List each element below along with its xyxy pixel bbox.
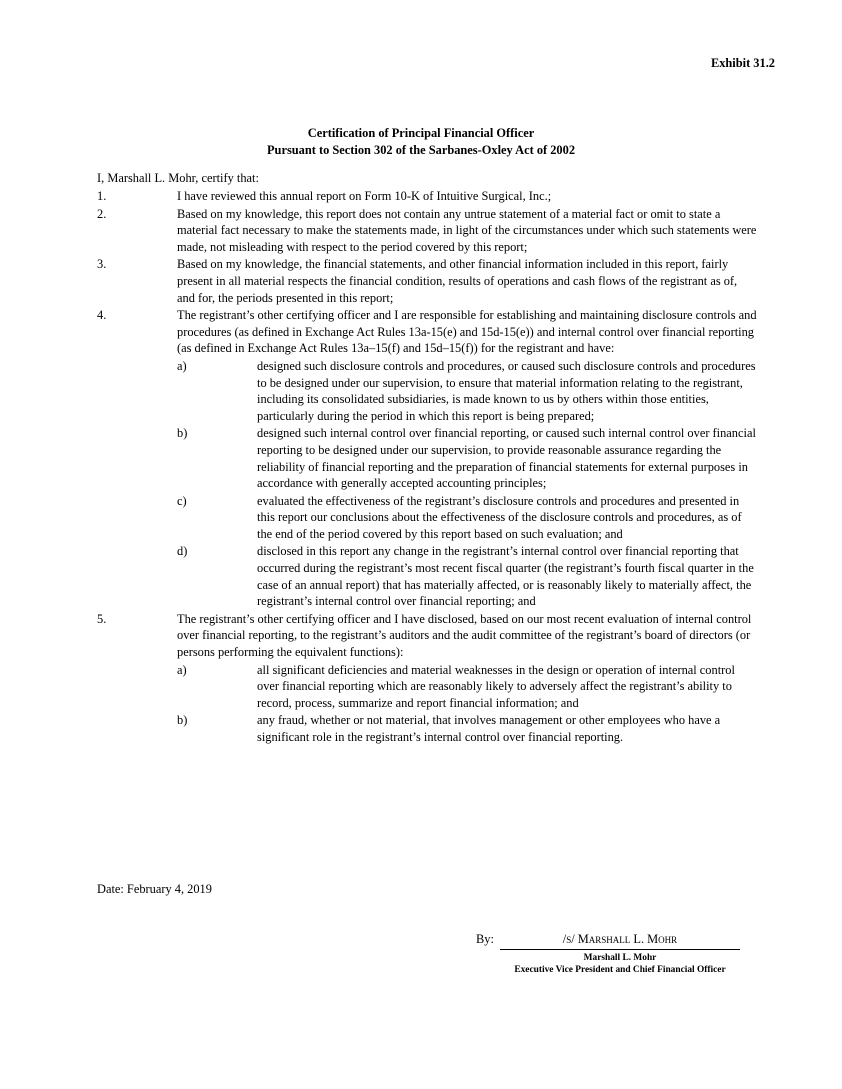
signature: /s/ Marshall L. Mohr xyxy=(562,932,678,946)
sub-item-text: any fraud, whether or not material, that involves management or other employees who have a significant role in the registrant’s internal control over financial reporting. xyxy=(257,713,721,744)
sub-item-letter: b) xyxy=(177,713,188,728)
sub-item-5b xyxy=(177,712,757,745)
sub-item-letter: d) xyxy=(177,544,188,559)
sub-item-letter: a) xyxy=(177,662,187,677)
signer-name: Marshall L. Mohr xyxy=(583,953,657,963)
certification-date: Date: February 4, 2019 xyxy=(97,882,212,896)
document-title xyxy=(0,125,842,159)
sub-item-4b xyxy=(177,425,757,491)
intro-statement: I, Marshall L. Mohr, certify that: xyxy=(97,171,259,185)
sub-item-letter: b) xyxy=(177,426,188,441)
item-text: I have reviewed this annual report on Form 10-K of Intuitive Surgical, Inc.; xyxy=(177,189,552,203)
certification-list xyxy=(97,188,757,747)
item-text: Based on my knowledge, this report does not contain any untrue statement of a material fact or omit to state a material fact necessary to make the statements made, in light of the circumstances under which such statements were made, not misleading with respect to the period covered by this report; xyxy=(177,206,757,254)
sub-item-4d xyxy=(177,543,757,609)
exhibit-label: Exhibit 31.2 xyxy=(710,56,775,70)
certification-item-1 xyxy=(97,188,757,205)
sub-item-text: disclosed in this report any change in the registrant’s internal control over financial reporting that occurred during the registrant’s most recent fiscal quarter (the registrant’s fourth fiscal quarter in the case of an annual report) that has materially affected, or is reasonably likely to materially affect, the registrant’s internal control over financial reporting; and xyxy=(257,544,754,609)
item-number: 4. xyxy=(97,308,107,323)
signature-line xyxy=(500,949,740,950)
title-line-1: Certification of Principal Financial Officer xyxy=(307,126,535,140)
item-number: 1. xyxy=(97,189,107,203)
title-line-2: Pursuant to Section 302 of the Sarbanes-Oxley Act of 2002 xyxy=(266,143,576,157)
item-number: 3. xyxy=(97,257,107,272)
sub-item-text: designed such internal control over financial reporting, or caused such internal control over financial reporting to be designed under our supervision, to provide reasonable assurance regarding the reliability of financial reporting and the preparation of financial statements for external purposes in accordance with generally accepted accounting principles; xyxy=(257,426,756,491)
item-text: The registrant’s other certifying officer and I are responsible for establishing and maintaining disclosure controls and procedures (as defined in Exchange Act Rules 13a-15(e) and 15d-15(e)) and internal control over financial reporting (as defined in Exchange Act Rules 13a–15(f) and 15d–15(f)) for the registrant and have: xyxy=(177,308,757,356)
sub-item-text: designed such disclosure controls and procedures, or caused such disclosure controls and procedures to be designed under our supervision, to ensure that material information relating to the registrant, including its consolidated subsidiaries, is made known to us by others within those entities, particularly during the period in which this report is being prepared; xyxy=(257,358,756,423)
sub-item-4a xyxy=(177,358,757,424)
certification-item-4 xyxy=(97,307,757,610)
item-text: Based on my knowledge, the financial statements, and other financial information included in this report, fairly present in all material respects the financial condition, results of operations and cash flows of the registrant as of, and for, the periods presented in this report; xyxy=(177,257,738,305)
sub-item-text: evaluated the effectiveness of the registrant’s disclosure controls and procedures and presented in this report our conclusions about the effectiveness of the disclosure controls and procedures, as of the end of the period covered by this report based on such evaluation; and xyxy=(257,493,742,541)
signer-title: Executive Vice President and Chief Financial Officer xyxy=(514,965,726,975)
by-label: By: xyxy=(476,932,494,946)
sub-item-4c xyxy=(177,493,757,543)
sub-item-letter: c) xyxy=(177,493,187,508)
item-number: 5. xyxy=(97,611,107,626)
certification-item-3 xyxy=(97,256,757,306)
certification-item-5 xyxy=(97,611,757,746)
sub-item-text: all significant deficiencies and material weaknesses in the design or operation of internal control over financial reporting which are reasonably likely to adversely affect the registrant’s ability to record, process, summarize and report financial information; and xyxy=(257,662,735,710)
certification-item-2 xyxy=(97,206,757,256)
item-text: The registrant’s other certifying officer and I have disclosed, based on our most recent evaluation of internal control over financial reporting, to the registrant’s auditors and the audit committee of the registrant’s board of directors (or persons performing the equivalent functions): xyxy=(177,611,752,660)
item-number: 2. xyxy=(97,206,107,221)
sub-item-5a xyxy=(177,662,757,712)
sub-item-letter: a) xyxy=(177,358,187,373)
